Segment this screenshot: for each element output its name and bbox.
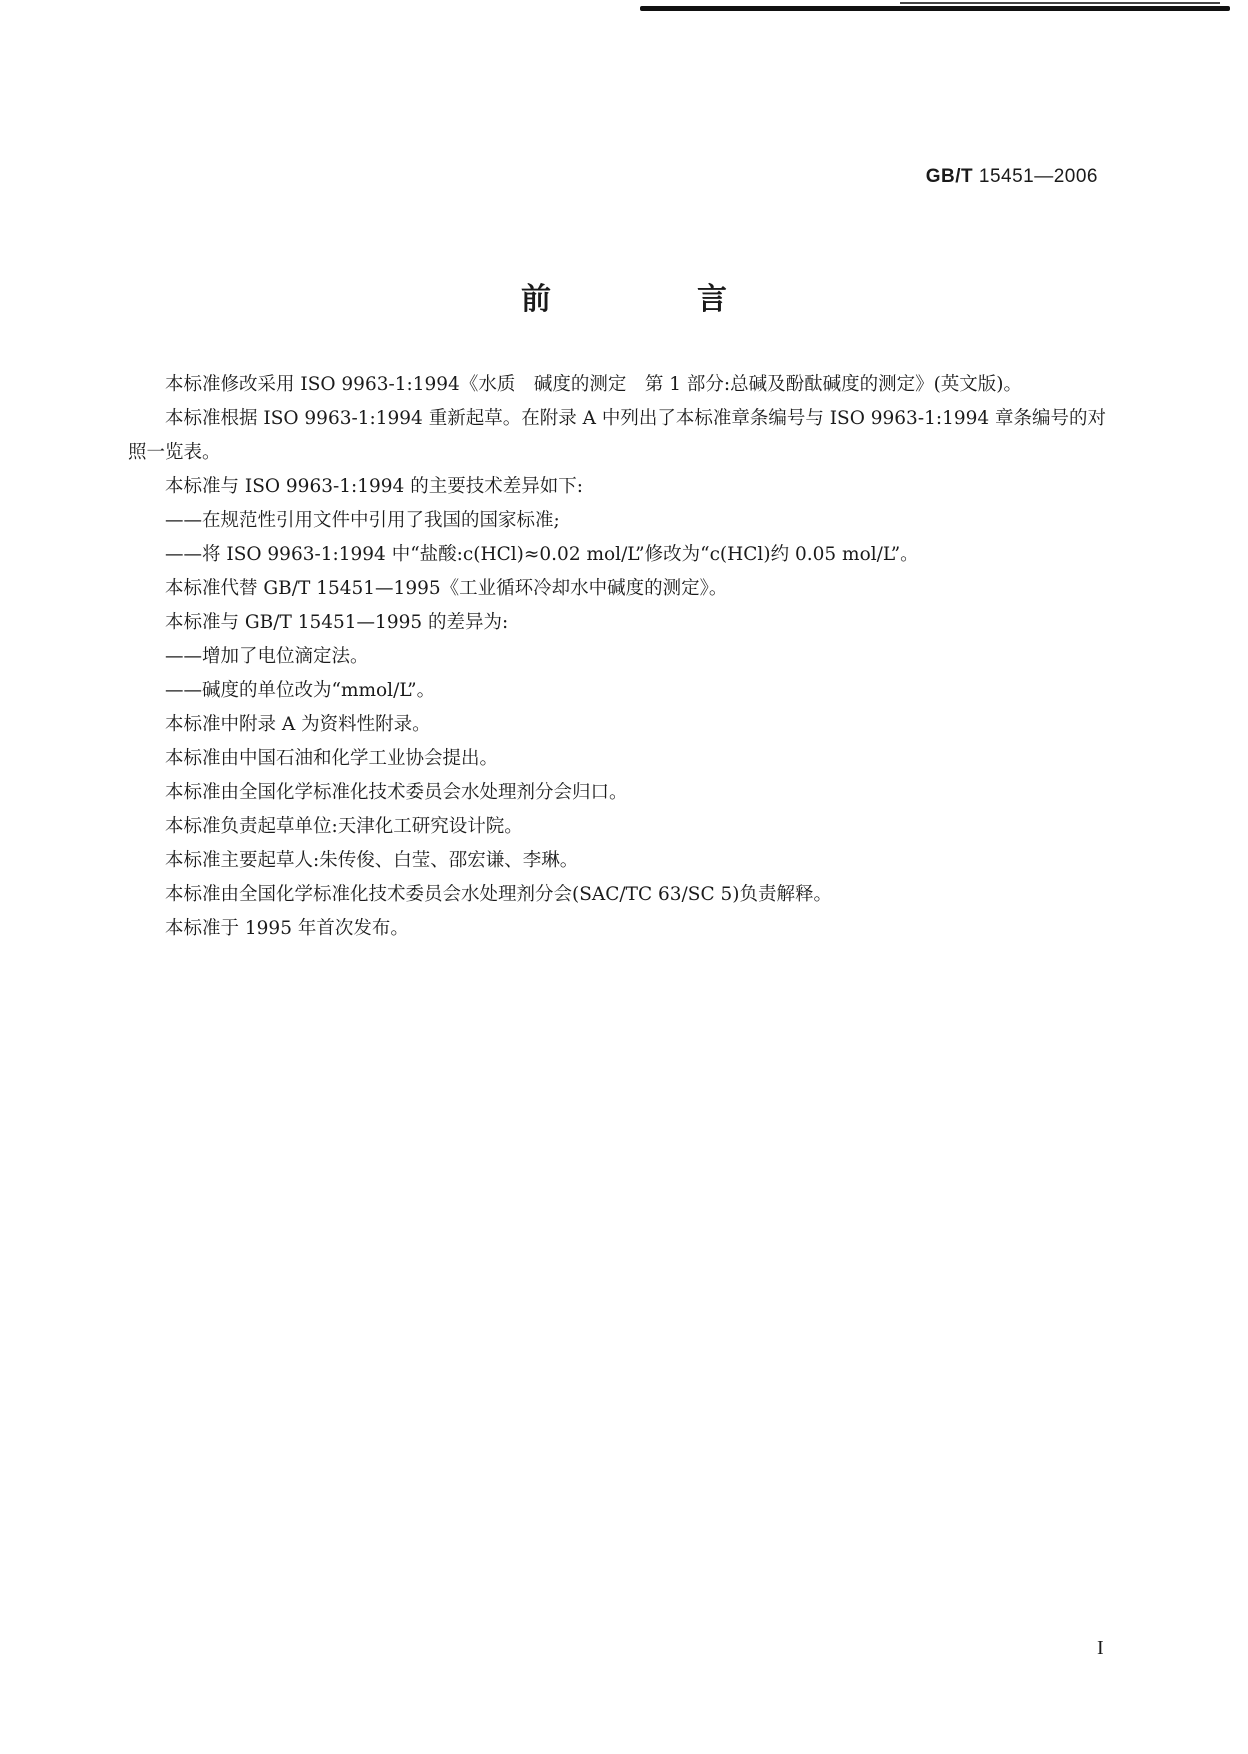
scan-edge-line bbox=[900, 2, 1220, 4]
list-item: ——碱度的单位改为“mmol/L”。 bbox=[165, 680, 436, 701]
paragraph: 本标准主要起草人:朱传俊、白莹、邵宏谦、李琳。 bbox=[165, 850, 579, 871]
list-item: ——在规范性引用文件中引用了我国的国家标准; bbox=[165, 510, 560, 531]
paragraph: 本标准代替 GB/T 15451—1995《工业循环冷却水中碱度的测定》。 bbox=[165, 578, 728, 599]
paragraph: 本标准根据 ISO 9963-1:1994 重新起草。在附录 A 中列出了本标准章条编号与 ISO 9963-1:1994 章条编号的对照一览表。 bbox=[128, 408, 1107, 463]
paragraph: 本标准由全国化学标准化技术委员会水处理剂分会(SAC/TC 63/SC 5)负责解释。 bbox=[165, 884, 832, 905]
paragraph: 本标准修改采用 ISO 9963-1:1994《水质 碱度的测定 第 1 部分:总碱及酚酞碱度的测定》(英文版)。 bbox=[165, 374, 1023, 395]
paragraph: 本标准中附录 A 为资料性附录。 bbox=[165, 714, 431, 735]
standard-number: 15451—2006 bbox=[978, 166, 1098, 187]
foreword-body bbox=[128, 368, 1118, 946]
list-item: ——将 ISO 9963-1:1994 中“盐酸:c(HCl)≈0.02 mol/L”修改为“c(HCl)约 0.05 mol/L”。 bbox=[165, 544, 919, 565]
standard-code bbox=[926, 166, 1098, 188]
paragraph: 本标准与 ISO 9963-1:1994 的主要技术差异如下: bbox=[165, 476, 583, 497]
standard-prefix: GB/T bbox=[925, 166, 974, 187]
page-number: I bbox=[1097, 1637, 1104, 1659]
page-title: 前 言 bbox=[521, 282, 785, 317]
paragraph: 本标准与 GB/T 15451—1995 的差异为: bbox=[165, 612, 509, 633]
paragraph: 本标准负责起草单位:天津化工研究设计院。 bbox=[165, 816, 523, 837]
paragraph: 本标准于 1995 年首次发布。 bbox=[165, 918, 409, 939]
list-item: ——增加了电位滴定法。 bbox=[165, 646, 369, 667]
paragraph: 本标准由全国化学标准化技术委员会水处理剂分会归口。 bbox=[165, 782, 628, 803]
scan-edge-bar bbox=[640, 6, 1230, 11]
paragraph: 本标准由中国石油和化学工业协会提出。 bbox=[165, 748, 499, 769]
